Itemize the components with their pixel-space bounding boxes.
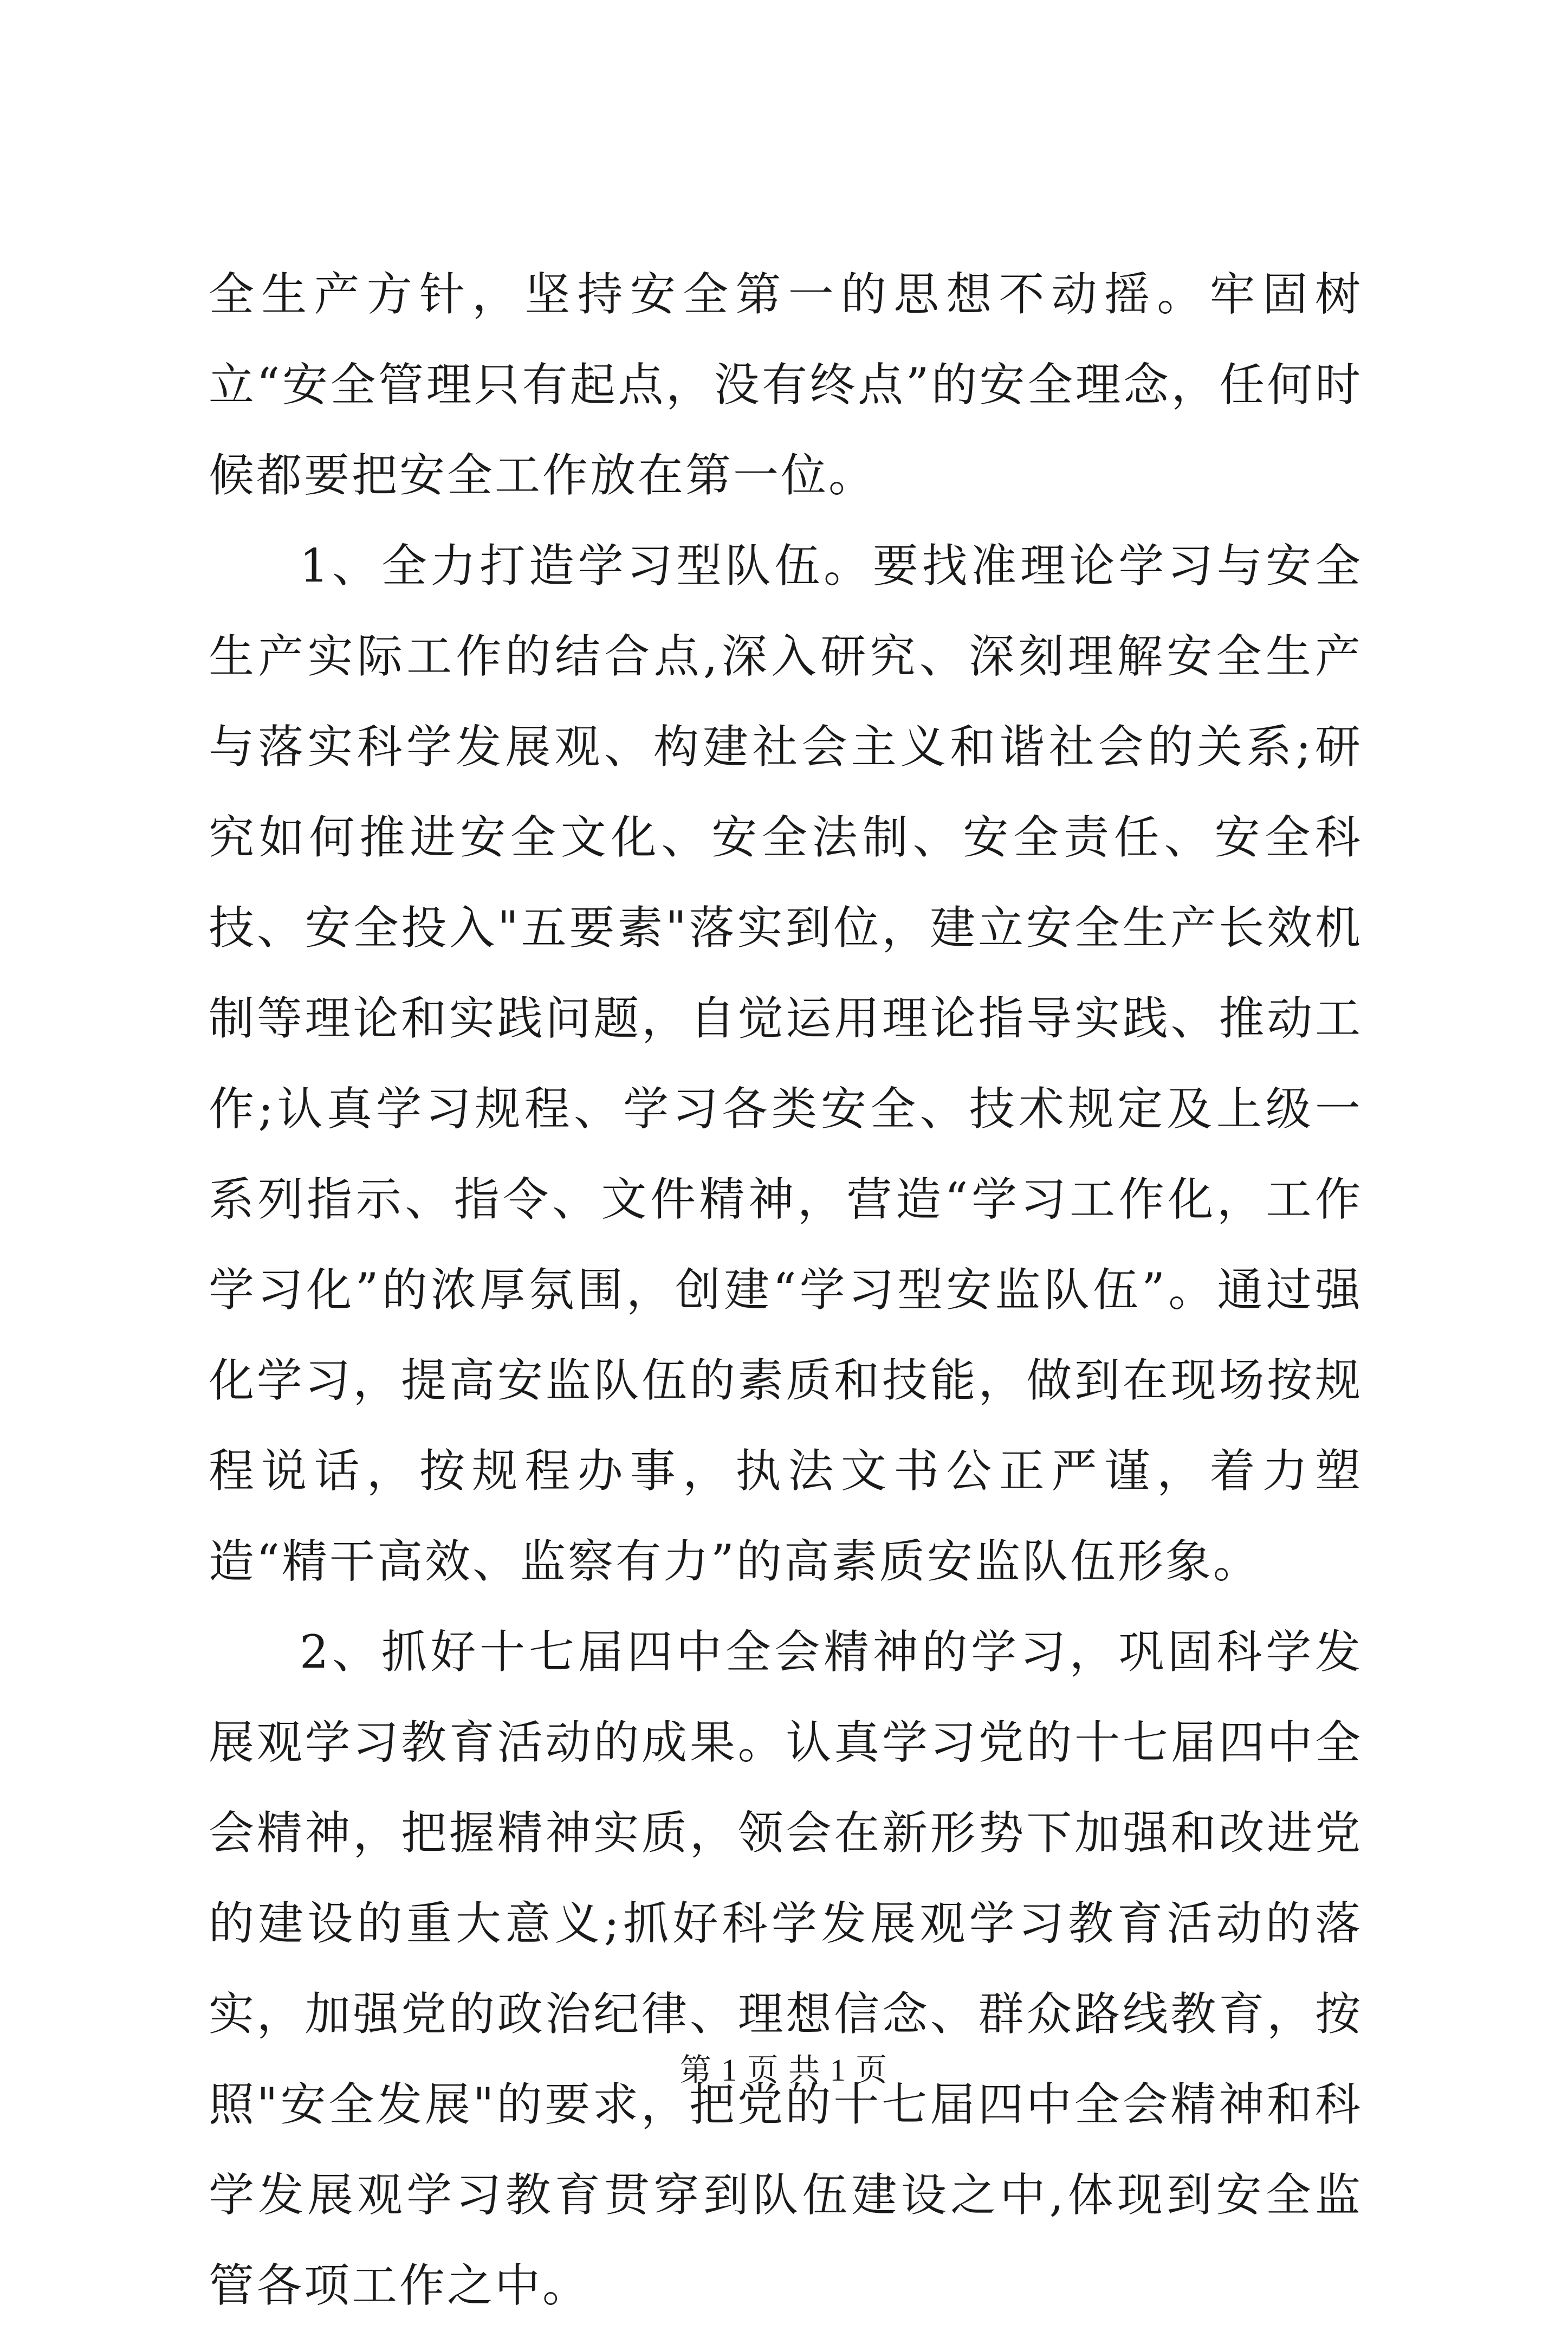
paragraph-continuation: 全生产方针，坚持安全第一的思想不动摇。牢固树立“安全管理只有起点，没有终点”的安全理念，任何时候都要把安全工作放在第一位。	[209, 268, 1363, 502]
paragraph-plenary-study: 2、抓好十七届四中全会精神的学习，巩固科学发展观学习教育活动的成果。认真学习党的十七届四中全会精神，把握精神实质，领会在新形势下加强和改进党的建设的重大意义;抓好科学发展观学习教育活动的落实，加强党的政治纪律、理想信念、群众路线教育，按照"安全发展"的要求，把党的十七届四中全会精神和科学发展观学习教育贯穿到队伍建设之中,体现到安全监管各项工作之中。	[209, 1625, 1363, 2312]
page-number-footer: 第 1 页 共 1 页	[679, 2052, 889, 2088]
document-body	[209, 249, 1363, 2331]
paragraph-study-team: 1、全力打造学习型队伍。要找准理论学习与安全生产实际工作的结合点,深入研究、深刻理解安全生产与落实科学发展观、构建社会主义和谐社会的关系;研究如何推进安全文化、安全法制、安全责任、安全科技、安全投入"五要素"落实到位，建立安全生产长效机制等理论和实践问题，自觉运用理论指导实践、推动工作;认真学习规程、学习各类安全、技术规定及上级一系列指示、指令、文件精神，营造“学习工作化，工作学习化”的浓厚氛围，创建“学习型安监队伍”。通过强化学习，提高安监队伍的素质和技能，做到在现场按规程说话，按规程办事，执法文书公正严谨，着力塑造“精干高效、监察有力”的高素质安监队伍形象。	[209, 539, 1363, 1588]
